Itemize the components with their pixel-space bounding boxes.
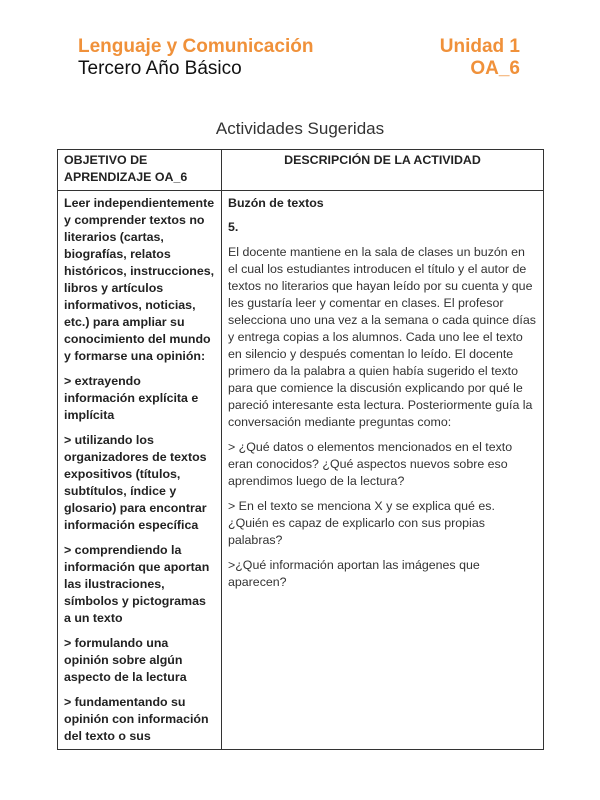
objective-item: > extrayendo información explícita e implícita — [64, 374, 199, 422]
activities-table — [57, 149, 544, 750]
oa-label: OA_6 — [470, 58, 520, 79]
activity-cell — [222, 191, 544, 750]
activity-question: > ¿Qué datos o elementos mencionados en el texto eran conocidos? ¿Qué aspectos nuevos sobre eso aprendimos luego de la lectura? — [228, 440, 513, 488]
objective-item: > comprendiendo la información que aportan las ilustraciones, símbolos y pictogramas a un texto — [64, 543, 210, 625]
activity-question: >¿Qué información aportan las imágenes que aparecen? — [228, 558, 480, 589]
description-header: DESCRIPCIÓN DE LA ACTIVIDAD — [222, 150, 544, 191]
document-header-left — [78, 36, 313, 80]
objective-intro: Leer independientemente y comprender textos no literarios (cartas, biografías, relatos históricos, instrucciones, libros y artículos informativos, noticias, etc.) para ampliar su conocimiento del mundo y formarse una opinión: — [64, 196, 215, 363]
objective-item: > utilizando los organizadores de textos expositivos (títulos, subtítulos, índice y glosario) para encontrar información específica — [64, 433, 207, 532]
table-row — [58, 191, 544, 750]
subject-title: Lenguaje y Comunicación — [78, 36, 314, 57]
objective-cell — [58, 191, 222, 750]
objective-header: OBJETIVO DE APRENDIZAJE OA_6 — [58, 150, 222, 191]
activity-question: > En el texto se menciona X y se explica qué es. ¿Quién es capaz de explicarlo con sus propias palabras? — [228, 499, 495, 547]
section-title: Actividades Sugeridas — [215, 119, 385, 138]
unit-label: Unidad 1 — [439, 36, 520, 57]
activity-number: 5. — [228, 220, 239, 234]
grade-level: Tercero Año Básico — [78, 58, 242, 79]
activity-body: El docente mantiene en la sala de clases un buzón en el cual los estudiantes introducen el título y el autor de textos no literarios que hayan leído por su cuenta y que les gustaría leer y comentar en clases. El profesor selecciona uno una vez a la semana o cada quince días y entrega copias a los alumnos. Cada uno lee el texto en silencio y después comentan lo leído. El docente primero da la palabra a quien había sugerido el texto para que comience la discusión explicando por qué le pareció interesante esta lectura. Posteriormente guía la conversación mediante preguntas como: — [228, 245, 536, 429]
document-header-right — [440, 36, 520, 80]
objective-item: > fundamentando su opinión con información del texto o sus — [64, 695, 209, 743]
table-header-row — [58, 150, 544, 191]
objective-item: > formulando una opinión sobre algún aspecto de la lectura — [64, 636, 187, 684]
activity-title: Buzón de textos — [228, 196, 324, 210]
